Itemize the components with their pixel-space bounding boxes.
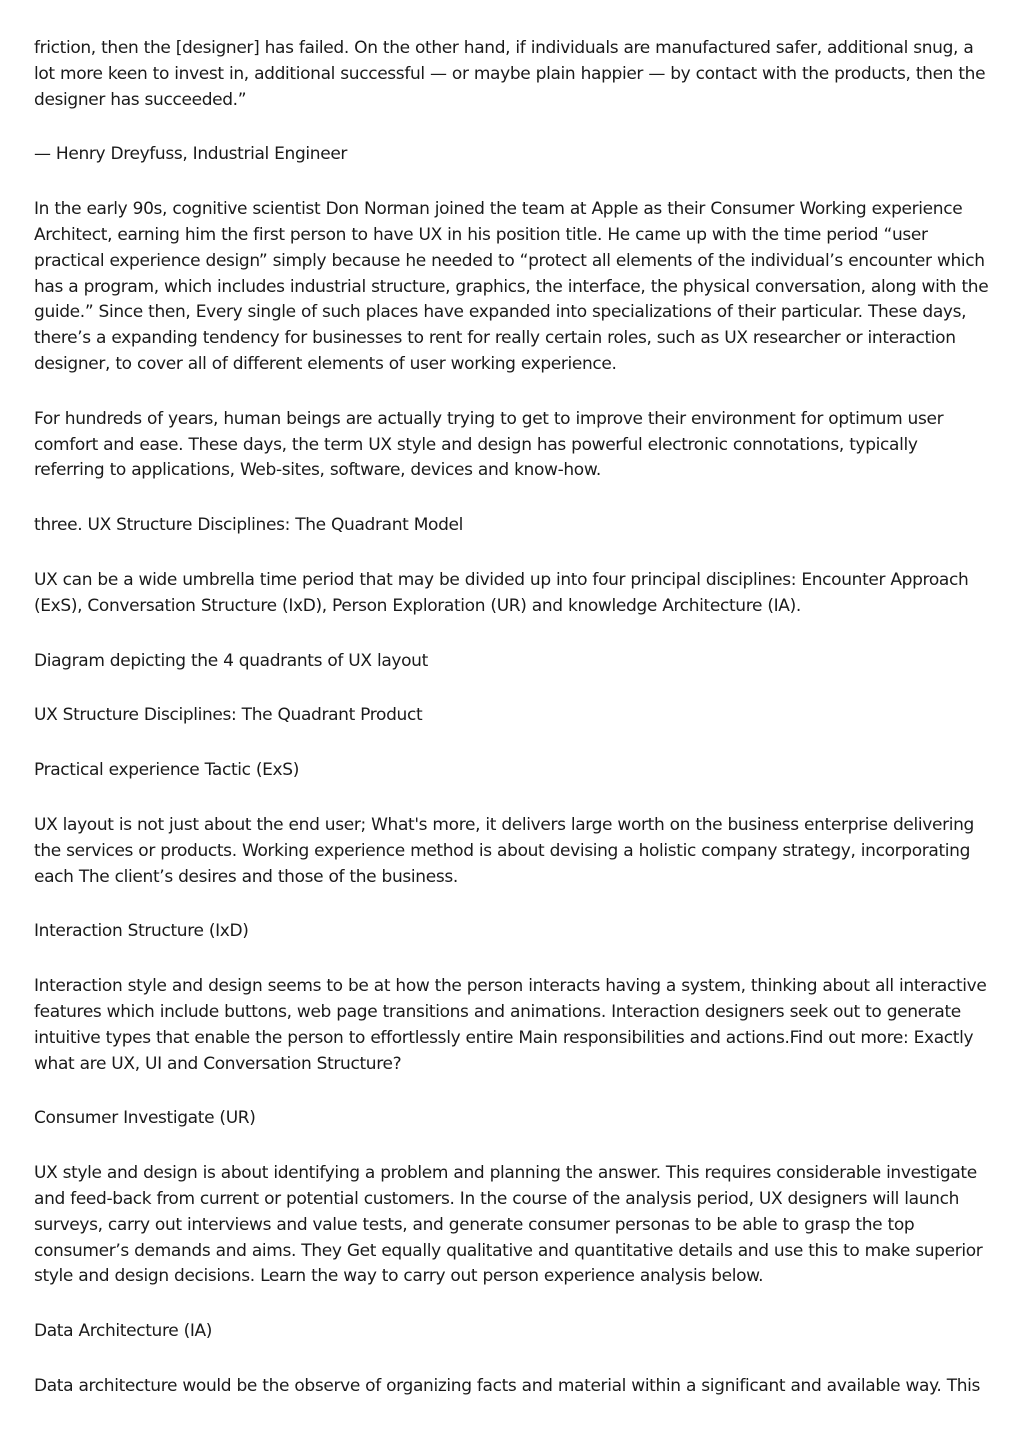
paragraph-ur: UX style and design is about identifying a problem and planning the answer. This requires considerable investigate and feed-back from current or potential customers. In the course of the analysis period, UX designers will launch surveys, carry out interviews and value tests, and generate consumer personas to be able to grasp the top consumer’s demands and aims. They Get equally qualitative and quantitative details and use this to make superior style and design decisions. Learn the way to carry out person experience analysis below. (34, 1163, 983, 1287)
paragraph-history: For hundreds of years, human beings are actually trying to get to improve their environment for optimum user comfort and ease. These days, the term UX style and design has powerful electronic connotations, typically referring to applications, Web-sites, software, devices and know-how. (34, 408, 944, 481)
paragraph-ixd: Interaction style and design seems to be at how the person interacts having a system, thinking about all interactive features which include buttons, web page transitions and animations. Interaction designers seek out to generate intuitive types that enable the person to effortlessly entire Main responsibilities and actions.Find out more: Exactly what are UX, UI and Conversation Structure? (34, 976, 987, 1074)
paragraph-don-norman: In the early 90s, cognitive scientist Don Norman joined the team at Apple as their Consumer Working experience Architect, earning him the first person to have UX in his position title. He came up with the time period “user practical experience design” simply because he needed to “protect all elements of the individual’s encounter which has a program, which includes industrial structure, graphics, the interface, the physical conversation, along with the guide.” Since then, Every single of such places have expanded into specializations of their particular. These days, there’s a expanding tendency for businesses to rent for really certain roles, such as UX researcher or interaction designer, to cover all of different elements of user working experience. (34, 199, 989, 374)
image-caption-diagram: Diagram depicting the 4 quadrants of UX layout (34, 650, 428, 671)
subheading-exs: Practical experience Tactic (ExS) (34, 760, 299, 781)
subheading-ur: Consumer Investigate (UR) (34, 1108, 256, 1129)
paragraph-quote-ending: friction, then the [designer] has failed. On the other hand, if individuals are manufactured safer, additional snug, a lot more keen to invest in, additional successful — or maybe plain happier — by contact with the products, then the designer has succeeded.” (34, 38, 986, 110)
paragraph-ux-disciplines: UX can be a wide umbrella time period that may be divided up into four principal disciplines: Encounter Approach (ExS), Conversation Structure (IxD), Person Exploration (UR) and knowledge Architecture (IA). (34, 569, 969, 616)
subheading-ixd: Interaction Structure (IxD) (34, 921, 249, 942)
paragraph-ia: Data architecture would be the observe of organizing facts and material within a significant and available way. This (34, 1375, 981, 1396)
subheading-ia: Data Architecture (IA) (34, 1321, 213, 1342)
paragraph-quote-attribution: — Henry Dreyfuss, Industrial Engineer (34, 144, 348, 165)
article-body (34, 36, 992, 1429)
section-heading-quadrant-model: three. UX Structure Disciplines: The Quadrant Model (34, 515, 463, 536)
subheading-quadrant-product: UX Structure Disciplines: The Quadrant Product (34, 705, 423, 726)
paragraph-exs: UX layout is not just about the end user; What's more, it delivers large worth on the business enterprise delivering the services or products. Working experience method is about devising a holistic company strategy, incorporating each The client’s desires and those of the business. (34, 814, 974, 887)
